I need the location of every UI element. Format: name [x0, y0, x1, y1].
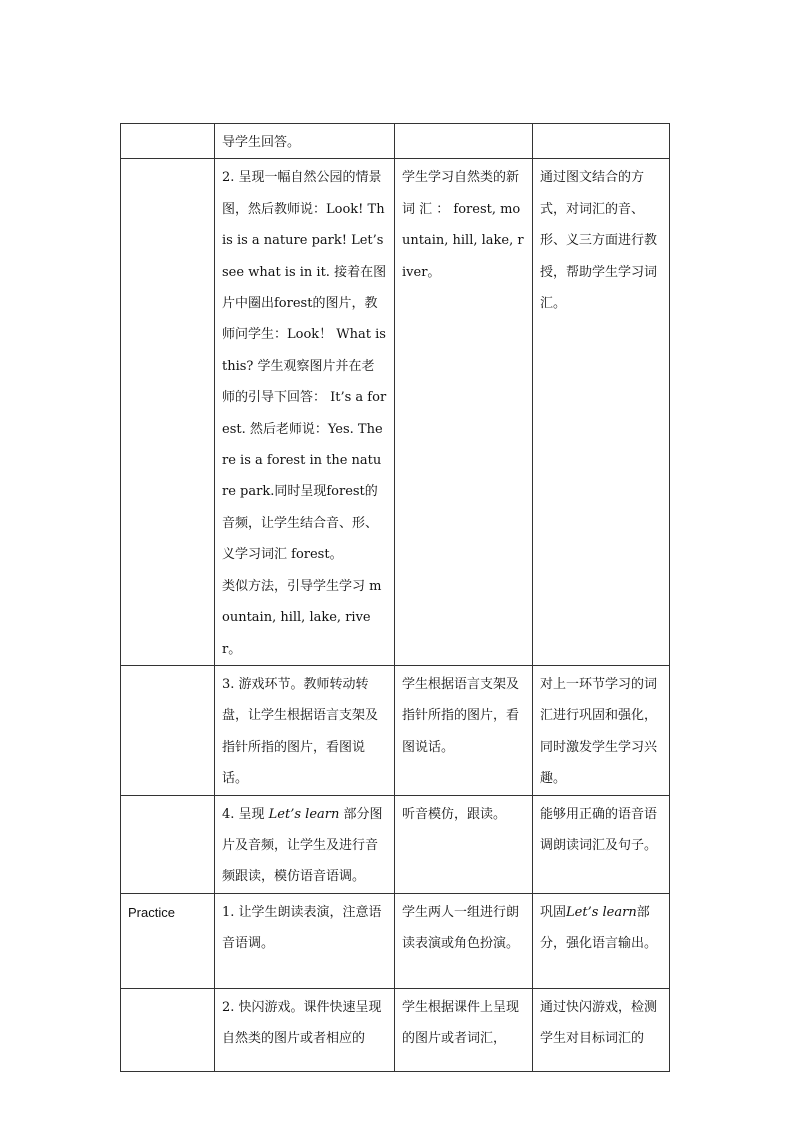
purpose-cell: 对上一环节学习的词汇进行巩固和强化，同时激发学生学习兴趣。	[533, 665, 670, 795]
lets-learn-title: Let’s learn	[566, 904, 637, 920]
teacher-activity-text: 2. 呈现一幅自然公园的情景图，然后教师说：Look! This is a nature park! Let’s see what is in it. 接着在图片中圈出forest的图片，教师问学生：Look！ What is this? 学生观察图片并在老师的引导下回答： It’s a forest. 然后老师说：Yes. There is a forest in the nature park.同时呈现forest的音频，让学生结合音、形、义学习词汇 forest。	[222, 170, 387, 563]
student-activity-cell: 学生两人一组进行朗读表演或角色扮演。	[395, 893, 533, 988]
table-row	[121, 893, 670, 988]
stage-cell	[121, 988, 215, 1071]
table-row	[121, 665, 670, 795]
stage-cell	[121, 665, 215, 795]
student-activity-cell	[395, 124, 533, 159]
student-activity-cell: 学生根据课件上呈现的图片或者词汇，	[395, 988, 533, 1071]
student-activity-cell: 听音模仿，跟读。	[395, 795, 533, 893]
student-activity-cell: 学生学习自然类的新 词 汇 ： forest, mountain, hill, lake, river。	[395, 159, 533, 666]
teacher-activity-text: 4. 呈现	[222, 806, 269, 822]
lets-learn-title: Let’s learn	[268, 806, 340, 822]
stage-cell	[121, 124, 215, 159]
purpose-cell	[533, 124, 670, 159]
teacher-activity-text: 3. 游戏环节。教师转动转盘，让学生根据语言支架及指针所指的图片，看图说话。	[222, 676, 379, 787]
teacher-activity-cell	[215, 795, 395, 893]
teacher-activity-text: 类似方法，引导学生学习 mountain, hill, lake, river。	[222, 578, 382, 657]
purpose-cell	[533, 893, 670, 988]
stage-cell	[121, 159, 215, 666]
teacher-activity-cell	[215, 124, 395, 159]
purpose-text: 巩固	[540, 904, 567, 920]
teacher-activity-cell	[215, 159, 395, 666]
purpose-cell: 通过快闪游戏，检测学生对目标词汇的	[533, 988, 670, 1071]
teacher-activity-text: 1. 让学生朗读表演，注意语音语调。	[222, 904, 382, 952]
purpose-cell: 能够用正确的语音语调朗读词汇及句子。	[533, 795, 670, 893]
teacher-activity-cell	[215, 893, 395, 988]
teacher-activity-text: 导学生回答。	[222, 135, 301, 150]
stage-cell	[121, 795, 215, 893]
table-row	[121, 159, 670, 666]
stage-cell: Practice	[121, 893, 215, 988]
purpose-text: 部分，强化语言输出。	[540, 904, 658, 952]
student-activity-cell: 学生根据语言支架及指针所指的图片，看图说话。	[395, 665, 533, 795]
teacher-activity-cell	[215, 988, 395, 1071]
purpose-cell: 通过图文结合的方式，对词汇的音、形、义三方面进行教授，帮助学生学习词汇。	[533, 159, 670, 666]
teacher-activity-text: 2. 快闪游戏。课件快速呈现自然类的图片或者相应的	[222, 999, 382, 1047]
lesson-plan-table	[120, 123, 670, 1072]
teacher-activity-cell	[215, 665, 395, 795]
teacher-activity-text: 部分图片及音频，让学生及进行音频跟读，模仿语音语调。	[222, 806, 383, 885]
table-row	[121, 124, 670, 159]
table-row	[121, 795, 670, 893]
table-row	[121, 988, 670, 1071]
